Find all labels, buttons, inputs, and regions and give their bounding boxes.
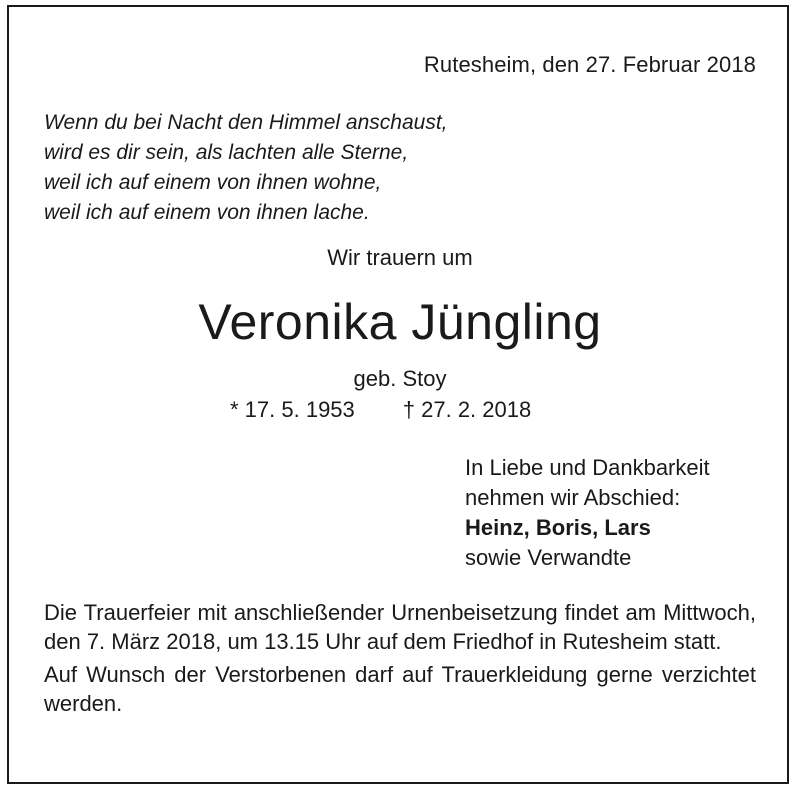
- mourners-relatives: sowie Verwandte: [465, 545, 632, 570]
- mourners-block: [465, 453, 710, 573]
- ceremony-notice: Die Trauerfeier mit anschließender Urnenbeisetzung findet am Mittwoch, den 7. März 2018, um 13.15 Uhr auf dem Friedhof in Rutesheim statt.: [44, 600, 756, 654]
- poem-line: weil ich auf einem von ihnen wohne,: [44, 171, 382, 194]
- mourners-line: nehmen wir Abschied:: [465, 485, 681, 510]
- mourners-names: Heinz, Boris, Lars: [465, 515, 651, 540]
- birth-date: * 17. 5. 1953: [230, 397, 355, 422]
- poem-line: weil ich auf einem von ihnen lache.: [44, 201, 370, 224]
- footer-notice: [44, 598, 756, 722]
- poem-line: wird es dir sein, als lachten alle Sterne,: [44, 141, 409, 164]
- attire-notice: Auf Wunsch der Verstorbenen darf auf Trauerkleidung gerne verzichtet werden.: [44, 662, 756, 716]
- mourners-line: In Liebe und Dankbarkeit: [465, 455, 710, 480]
- mourning-intro: Wir trauern um: [327, 245, 473, 270]
- poem-line: Wenn du bei Nacht den Himmel anschaust,: [44, 111, 448, 134]
- poem: [44, 108, 448, 228]
- deceased-name: Veronika Jüngling: [198, 294, 602, 350]
- maiden-name: geb. Stoy: [353, 366, 447, 391]
- life-dates: [230, 397, 531, 423]
- place-date: Rutesheim, den 27. Februar 2018: [423, 52, 756, 77]
- death-date: † 27. 2. 2018: [402, 397, 532, 422]
